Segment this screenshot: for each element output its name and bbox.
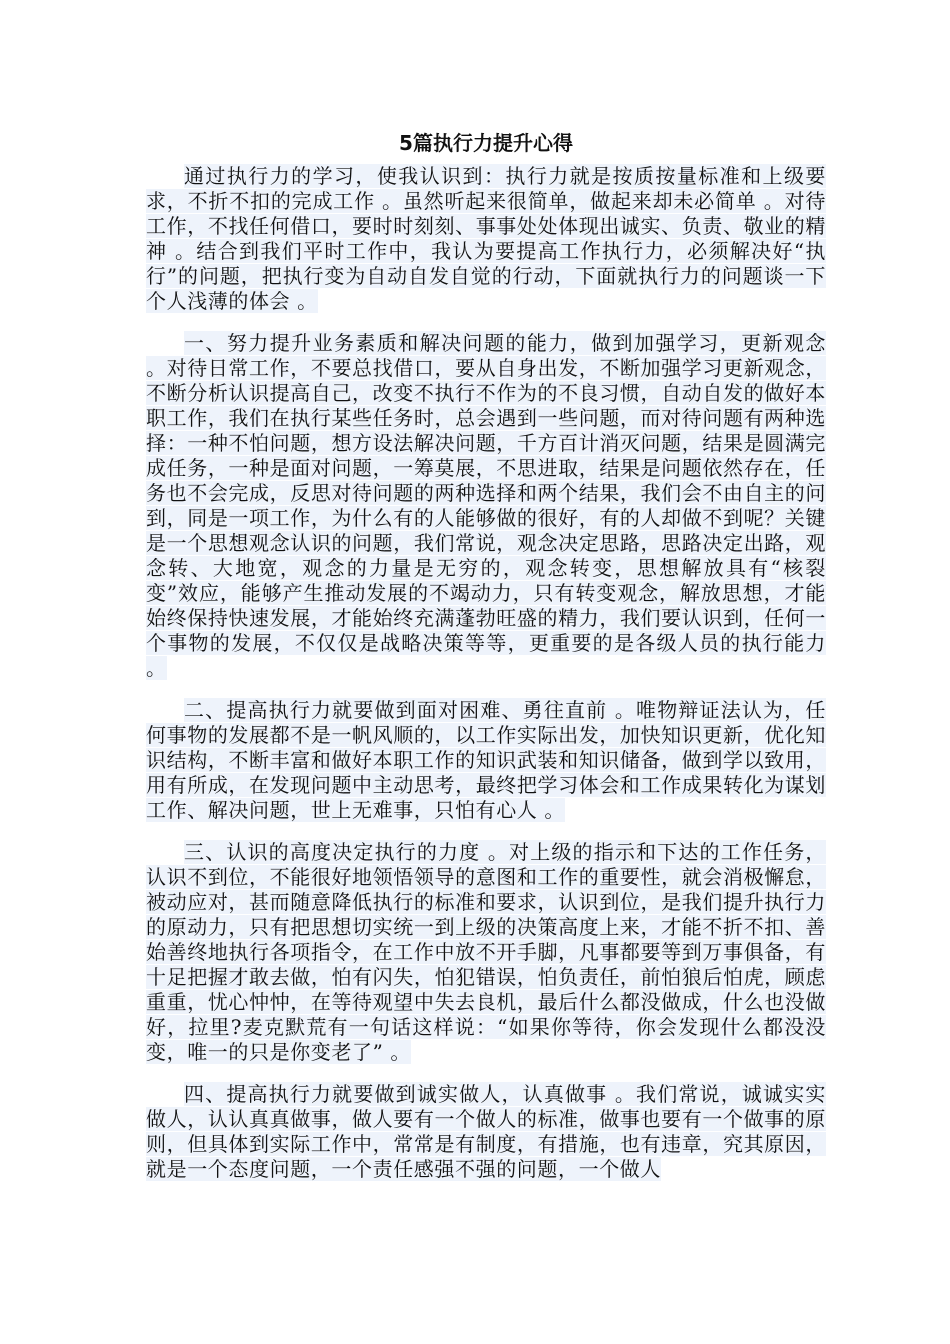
paragraph-section-3-text: 三、认识的高度决定执行的力度 。对上级的指示和下达的工作任务，认识不到位，不能很好地领悟领导的意图和工作的重要性，就会消极懈怠，被动应对，甚而随意降低执行的标准和要求，认识到位，是我们提升执行力的原动力，只有把思想切实统一到上级的决策高度上来，才能不折不扣、善始善终地执行各项指令，在工作中放不开手脚，凡事都要等到万事俱备，有十足把握才敢去做，怕有闪失，怕犯错误，怕负责任，前怕狼后怕虎，顾虑重重，忧心忡忡，在等待观望中失去良机，最后什么都没做成，什么也没做好，拉里?麦克默荒有一句话这样说：“如果你等待，你会发现什么都没没变，唯一的只是你变老了” 。 [146,840,826,1064]
document-title: 5篇执行力提升心得 [399,131,573,155]
paragraph-section-4-text: 四、提高执行力就要做到诚实做人，认真做事 。我们常说，诚诚实实做人，认认真真做事，做人要有一个做人的标准，做事也要有一个做事的原则，但具体到实际工作中，常常是有制度，有措施，也有违章，究其原因，就是一个态度问题，一个责任感强不强的问题，一个做人 [146,1082,826,1181]
paragraph-section-1-text: 一、努力提升业务素质和解决问题的能力，做到加强学习，更新观念 。对待日常工作，不要总找借口，要从自身出发，不断加强学习更新观念，不断分析认识提高自己，改变不执行不作为的不良习惯，自动自发的做好本职工作，我们在执行某些任务时，总会遇到一些问题，而对待问题有两种选择：一种不怕问题，想方设法解决问题，千方百计消灭问题，结果是圆满完成任务，一种是面对问题，一筹莫展，不思进取，结果是问题依然存在，任务也不会完成，反思对待问题的两种选择和两个结果，我们会不由自主的问到，同是一项工作，为什么有的人能够做的很好，有的人却做不到呢？关键是一个思想观念认识的问题，我们常说，观念决定思路，思路决定出路，观念转、大地宽，观念的力量是无穷的，观念转变，思想解放具有“核裂变”效应，能够产生推动发展的不竭动力，只有转变观念，解放思想，才能始终保持快速发展，才能始终充满蓬勃旺盛的精力，我们要认识到，任何一个事物的发展，不仅仅是战略决策等等，更重要的是各级人员的执行能力 。 [146,331,826,680]
paragraph-section-1 [146,331,826,681]
paragraph-intro-text: 通过执行力的学习，使我认识到：执行力就是按质按量标准和上级要求，不折不扣的完成工作 。虽然听起来很简单，做起来却未必简单 。对待工作，不找任何借口，要时时刻刻、事事处处体现出诚实、负责、敬业的精神 。结合到我们平时工作中，我认为要提高工作执行力，必须解决好“执行”的问题，把执行变为自动自发自觉的行动，下面就执行力的问题谈一下个人浅薄的体会 。 [146,164,826,313]
paragraph-section-4 [146,1082,826,1182]
paragraph-intro [146,164,826,314]
document-page [146,128,826,1199]
paragraph-section-3 [146,840,826,1065]
paragraph-section-2-text: 二、提高执行力就要做到面对困难、勇往直前 。唯物辩证法认为，任何事物的发展都不是一帆风顺的，以工作实际出发，加快知识更新，优化知识结构，不断丰富和做好本职工作的知识武装和知识储备，做到学以致用，用有所成，在发现问题中主动思考，最终把学习体会和工作成果转化为谋划工作、解决问题，世上无难事，只怕有心人 。 [146,698,826,822]
paragraph-section-2 [146,698,826,823]
